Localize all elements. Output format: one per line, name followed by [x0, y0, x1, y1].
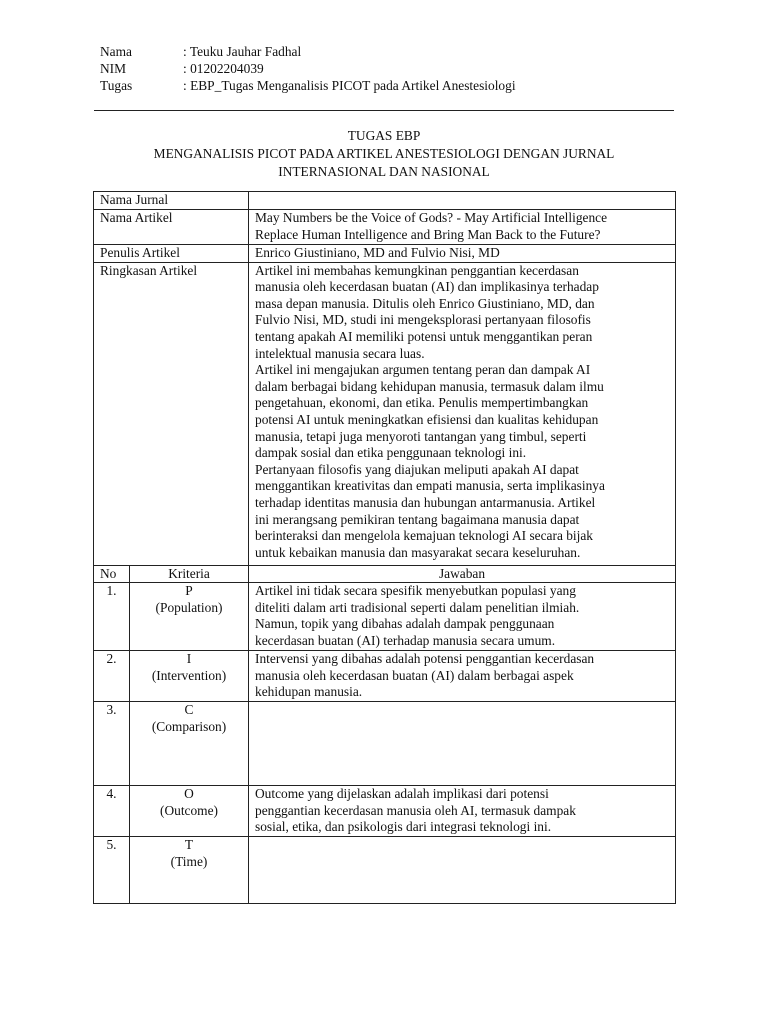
criteria-letter: I: [186, 651, 192, 667]
col-header-kriteria: Kriteria: [130, 565, 249, 583]
nama-label: Nama: [100, 44, 132, 59]
row-number: 4.: [94, 786, 130, 837]
criteria-cell: [130, 702, 249, 786]
penulis-label: Penulis Artikel: [94, 245, 249, 263]
nim-value: : 01202204039: [183, 61, 264, 76]
criteria-letter: O: [184, 786, 194, 802]
criteria-cell: [130, 583, 249, 651]
col-header-jawaban: Jawaban: [249, 565, 676, 583]
title-line-3: INTERNASIONAL DAN NASIONAL: [278, 164, 490, 179]
penulis-value: Enrico Giustiniano, MD and Fulvio Nisi, MD: [249, 245, 676, 263]
answer-cell: Intervensi yang dibahas adalah potensi penggantian kecerdasan manusia oleh kecerdasan buatan (AI) dalam berbagai aspek kehidupan manusia.: [249, 651, 676, 702]
picot-table: [93, 191, 676, 904]
nama-artikel-value: May Numbers be the Voice of Gods? - May Artificial Intelligence Replace Human Intelligence and Bring Man Back to the Future?: [249, 210, 676, 245]
nama-jurnal-label: Nama Jurnal: [94, 192, 249, 210]
tugas-label: Tugas: [100, 78, 133, 93]
info-row-nama-jurnal: [94, 192, 676, 210]
tugas-row: [100, 77, 516, 94]
picot-row: [94, 837, 676, 904]
picot-row: [94, 651, 676, 702]
criteria-letter: T: [184, 837, 194, 853]
answer-cell: [249, 702, 676, 786]
criteria-cell: [130, 786, 249, 837]
title-line-1: TUGAS EBP: [347, 128, 421, 143]
column-header-row: [94, 565, 676, 583]
row-number: 1.: [94, 583, 130, 651]
criteria-name: (Population): [155, 599, 223, 615]
criteria-name: (Intervention): [151, 667, 227, 683]
nama-artikel-label: Nama Artikel: [94, 210, 249, 245]
answer-cell: Artikel ini tidak secara spesifik menyebutkan populasi yang diteliti dalam arti tradisional seperti dalam penelitian ilmiah. Namun, topik yang dibahas adalah dampak penggunaan kecerdasan buatan (AI) terhadap manusia secara umum.: [249, 583, 676, 651]
nim-label: NIM: [100, 61, 127, 76]
title-line-2: MENGANALISIS PICOT PADA ARTIKEL ANESTESIOLOGI DENGAN JURNAL: [153, 146, 615, 161]
info-row-penulis: [94, 245, 676, 263]
row-number: 3.: [94, 702, 130, 786]
picot-row: [94, 583, 676, 651]
document-title: [94, 127, 674, 181]
criteria-cell: [130, 651, 249, 702]
picot-row: [94, 786, 676, 837]
nama-value: : Teuku Jauhar Fadhal: [183, 44, 302, 59]
criteria-name: (Outcome): [160, 802, 219, 818]
criteria-letter: P: [185, 583, 193, 599]
row-number: 5.: [94, 837, 130, 904]
nama-row: [100, 43, 516, 60]
header-divider: [94, 110, 674, 111]
criteria-name: (Comparison): [151, 718, 227, 734]
answer-cell: [249, 837, 676, 904]
picot-row: [94, 702, 676, 786]
col-header-no: No: [94, 565, 130, 583]
info-row-nama-artikel: [94, 210, 676, 245]
answer-cell: Outcome yang dijelaskan adalah implikasi dari potensi penggantian kecerdasan manusia oleh AI, termasuk dampak sosial, etika, dan psikologis dari integrasi teknologi ini.: [249, 786, 676, 837]
criteria-name: (Time): [170, 853, 208, 869]
criteria-cell: [130, 837, 249, 904]
row-number: 2.: [94, 651, 130, 702]
info-row-ringkasan: [94, 262, 676, 565]
ringkasan-label: Ringkasan Artikel: [94, 262, 249, 565]
nama-jurnal-value: [249, 192, 676, 210]
ringkasan-value: Artikel ini membahas kemungkinan penggantian kecerdasan manusia oleh kecerdasan buatan (AI) dan implikasinya terhadap masa depan manusia. Ditulis oleh Enrico Giustiniano, MD, dan Fulvio Nisi, MD, studi ini mengeksplorasi pertanyaan filosofis tentang apakah AI memiliki potensi untuk menggantikan peran intelektual manusia secara luas. Artikel ini mengajukan argumen tentang peran dan dampak AI dalam berbagai bidang kehidupan manusia, termasuk dalam ilmu pengetahuan, ekonomi, dan etika. Penulis mempertimbangkan potensi AI untuk meningkatkan efisiensi dan kualitas kehidupan manusia, tetapi juga menyoroti tantangan yang timbul, seperti dampak sosial dan etika penggunaan teknologi ini. Pertanyaan filosofis yang diajukan meliputi apakah AI dapat menggantikan kreativitas dan empati manusia, serta implikasinya terhadap identitas manusia dan hubungan antarmanusia. Artikel ini merangsang pemikiran tentang bagaimana manusia dapat berinteraksi dan mengelola kemajuan teknologi AI secara bijak untuk kebaikan manusia dan masyarakat secara keseluruhan.: [249, 262, 676, 565]
student-info: [100, 43, 516, 94]
nim-row: [100, 60, 516, 77]
criteria-letter: C: [184, 702, 194, 718]
tugas-value: : EBP_Tugas Menganalisis PICOT pada Artikel Anestesiologi: [183, 78, 516, 93]
